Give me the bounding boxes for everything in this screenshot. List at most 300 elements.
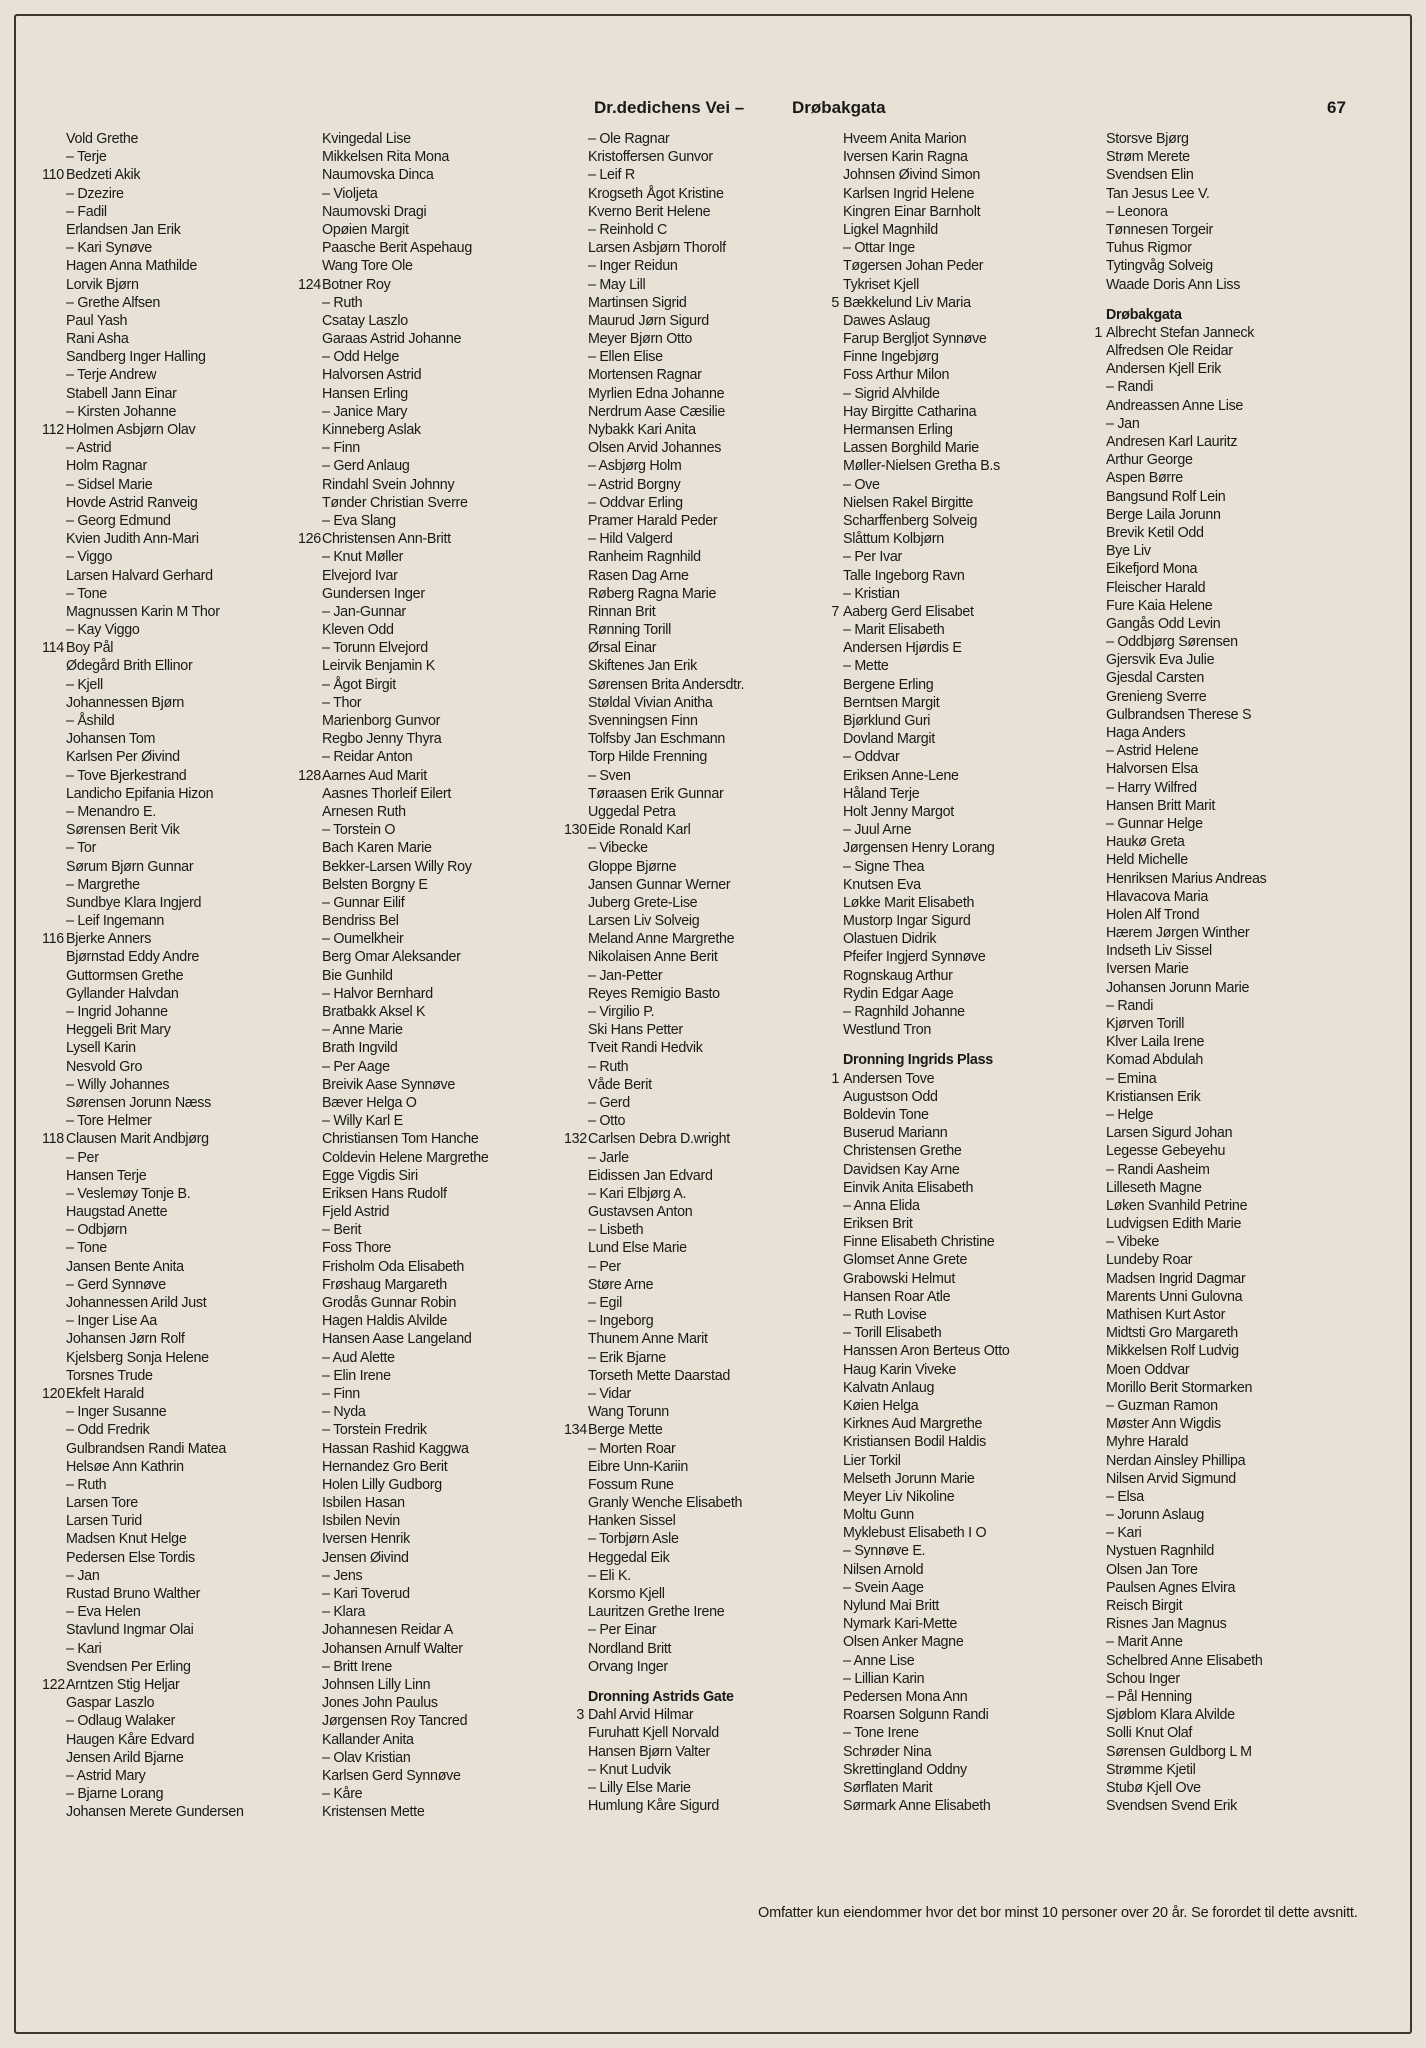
directory-entry xyxy=(843,1433,1093,1451)
resident-name: Torseth Mette Daarstad xyxy=(588,1367,730,1384)
resident-name: Myhre Harald xyxy=(1106,1434,1189,1451)
resident-name: – Tone Irene xyxy=(843,1725,919,1742)
directory-entry xyxy=(843,530,1093,548)
directory-entry xyxy=(66,1076,316,1094)
section-gap xyxy=(843,1039,1093,1051)
resident-name: – Juul Arne xyxy=(843,822,912,839)
directory-entry xyxy=(588,694,838,712)
resident-name: – Olav Kristian xyxy=(322,1749,411,1766)
resident-name: – Kari Elbjørg A. xyxy=(588,1185,687,1202)
resident-name: – Ågot Birgit xyxy=(322,676,396,693)
directory-entry xyxy=(66,694,316,712)
resident-name: Nerdrum Aase Cæsilie xyxy=(588,403,726,420)
resident-name: – Kirsten Johanne xyxy=(66,403,177,420)
directory-entry xyxy=(66,712,316,730)
directory-entry xyxy=(588,1440,838,1458)
resident-name: – Kari xyxy=(66,1640,102,1657)
directory-entry xyxy=(1106,1088,1356,1106)
directory-entry xyxy=(322,1640,572,1658)
resident-name: – Marit Elisabeth xyxy=(843,622,945,639)
resident-name: Tønder Christian Sverre xyxy=(322,494,468,511)
directory-entry xyxy=(588,494,838,512)
directory-entry xyxy=(1106,1670,1356,1688)
directory-entry xyxy=(843,1142,1093,1160)
directory-entry xyxy=(322,130,572,148)
resident-name: Johannessen Arild Just xyxy=(66,1295,207,1311)
resident-name: – Synnøve E. xyxy=(843,1543,926,1560)
resident-name: Fure Kaia Helene xyxy=(1106,597,1213,614)
resident-name: – Torill Elisabeth xyxy=(843,1325,942,1342)
resident-name: Nesvold Gro xyxy=(66,1058,143,1075)
directory-entry xyxy=(1106,1161,1356,1179)
resident-name: – Lisbeth xyxy=(588,1222,644,1239)
column-3 xyxy=(564,130,838,1815)
directory-entry xyxy=(1106,1015,1356,1033)
resident-name: Karlsen Ingrid Helene xyxy=(843,185,975,202)
resident-name: Hveem Anita Marion xyxy=(843,131,967,147)
resident-name: Carlsen Debra D.wright xyxy=(588,1131,730,1148)
resident-name: Larsen Tore xyxy=(66,1495,138,1512)
resident-name: Jørgensen Henry Lorang xyxy=(843,840,995,857)
directory-entry xyxy=(588,203,838,221)
street-heading xyxy=(1106,306,1356,324)
directory-entry xyxy=(843,1161,1093,1179)
resident-name: Sandberg Inger Halling xyxy=(66,349,206,366)
resident-name: Fossum Rune xyxy=(588,1476,674,1493)
resident-name: Sørensen Guldborg L M xyxy=(1106,1743,1252,1760)
directory-entry xyxy=(322,185,572,203)
directory-entry xyxy=(843,457,1093,475)
resident-name: Marents Unni Gulovna xyxy=(1106,1288,1243,1305)
directory-entry xyxy=(66,1112,316,1130)
house-number: 112 xyxy=(42,422,64,438)
directory-entry xyxy=(66,1421,316,1439)
resident-name: Marienborg Gunvor xyxy=(322,713,441,729)
resident-name: – Ellen Elise xyxy=(588,349,663,366)
directory-entry xyxy=(843,330,1093,348)
footnote: Omfatter kun eiendommer hvor det bor minst 10 personer over 20 år. Se forordet til dette avsnitt. xyxy=(758,1905,1358,1921)
directory-entry xyxy=(843,1088,1093,1106)
directory-entry xyxy=(66,803,316,821)
directory-entry xyxy=(588,421,838,439)
resident-name: Hassan Rashid Kaggwa xyxy=(322,1440,469,1457)
directory-entry xyxy=(588,1276,838,1294)
resident-name: – Eli K. xyxy=(588,1567,631,1584)
directory-entry xyxy=(588,1476,838,1494)
directory-entry xyxy=(1106,560,1356,578)
resident-name: – Ottar Inge xyxy=(843,240,915,257)
directory-entry xyxy=(1106,960,1356,978)
resident-name: Boy Pål xyxy=(66,640,114,657)
directory-entry xyxy=(1106,276,1356,294)
resident-name: – Lilly Else Marie xyxy=(588,1779,691,1796)
resident-name: Isbilen Nevin xyxy=(322,1513,400,1530)
directory-entry xyxy=(322,858,572,876)
resident-name: Boldevin Tone xyxy=(843,1106,929,1123)
directory-entry xyxy=(322,239,572,257)
directory-entry xyxy=(588,1003,838,1021)
directory-entry xyxy=(1106,924,1356,942)
directory-entry xyxy=(322,621,572,639)
resident-name: Berg Omar Aleksander xyxy=(322,949,461,966)
resident-name: Thunem Anne Marit xyxy=(588,1331,708,1348)
directory-entry xyxy=(588,876,838,894)
resident-name: Meyer Bjørn Otto xyxy=(588,331,693,348)
resident-name: Andersen Tove xyxy=(843,1070,935,1087)
directory-entry xyxy=(1106,1542,1356,1560)
resident-name: Furuhatt Kjell Norvald xyxy=(588,1725,719,1742)
resident-name: Halvorsen Elsa xyxy=(1106,761,1198,778)
directory-entry xyxy=(843,1233,1093,1251)
resident-name: Bangsund Rolf Lein xyxy=(1106,488,1226,505)
directory-entry xyxy=(322,366,572,384)
resident-name: – Willy Karl E xyxy=(322,1113,403,1130)
directory-entry xyxy=(66,1330,316,1348)
resident-name: Sørum Bjørn Gunnar xyxy=(66,858,194,875)
directory-entry xyxy=(588,1258,838,1276)
resident-name: – Jorunn Aslaug xyxy=(1106,1507,1205,1524)
resident-name: Svenningsen Finn xyxy=(588,713,698,729)
resident-name: Køien Helga xyxy=(843,1397,919,1414)
resident-name: Jones John Paulus xyxy=(322,1695,438,1712)
resident-name: Larsen Turid xyxy=(66,1513,142,1530)
resident-name: – Violjeta xyxy=(322,185,378,202)
resident-name: – Åshild xyxy=(66,713,115,729)
resident-name: – Torunn Elvejord xyxy=(322,640,428,657)
directory-entry xyxy=(322,676,572,694)
resident-name: Pramer Harald Peder xyxy=(588,512,718,529)
resident-name: Johannessen Bjørn xyxy=(66,694,185,711)
resident-name: – Janice Mary xyxy=(322,403,408,420)
directory-entry xyxy=(322,1621,572,1639)
directory-entry xyxy=(843,348,1093,366)
resident-name: Johansen Merete Gundersen xyxy=(66,1804,244,1821)
resident-name: Johannesen Reidar A xyxy=(322,1622,454,1639)
directory-entry xyxy=(322,1731,572,1749)
resident-name: – Gerd Synnøve xyxy=(66,1276,166,1293)
directory-entry xyxy=(322,1185,572,1203)
resident-name: Bækkelund Liv Maria xyxy=(843,294,971,311)
resident-name: Wang Tore Ole xyxy=(322,258,413,275)
resident-name: Kirknes Aud Margrethe xyxy=(843,1416,983,1433)
resident-name: – Nyda xyxy=(322,1404,366,1421)
directory-entry xyxy=(1106,1106,1356,1124)
resident-name: – Helge xyxy=(1106,1106,1154,1123)
directory-entry xyxy=(1106,542,1356,560)
resident-name: Holen Lilly Gudborg xyxy=(322,1476,442,1493)
directory-entry xyxy=(322,439,572,457)
directory-entry xyxy=(66,1694,316,1712)
resident-name: Hermansen Erling xyxy=(843,422,953,438)
resident-name: Nymark Kari-Mette xyxy=(843,1616,958,1633)
resident-name: Indseth Liv Sissel xyxy=(1106,943,1212,960)
resident-name: Johnsen Lilly Linn xyxy=(322,1676,431,1693)
directory-entry xyxy=(843,148,1093,166)
directory-entry xyxy=(1106,742,1356,760)
directory-entry xyxy=(1106,1615,1356,1633)
resident-name: Eriksen Anne-Lene xyxy=(843,767,959,784)
directory-entry xyxy=(298,530,572,548)
resident-name: – Jarle xyxy=(588,1149,629,1166)
resident-name: – Per xyxy=(66,1149,99,1166)
resident-name: – Knut Ludvik xyxy=(588,1761,671,1778)
directory-entry xyxy=(588,948,838,966)
directory-entry xyxy=(66,1167,316,1185)
directory-entry xyxy=(1106,615,1356,633)
directory-entry xyxy=(588,385,838,403)
resident-name: Bæver Helga O xyxy=(322,1094,417,1111)
resident-name: Berge Laila Jorunn xyxy=(1106,506,1221,523)
directory-entry xyxy=(588,1603,838,1621)
directory-entry xyxy=(843,1452,1093,1470)
directory-entry xyxy=(588,1167,838,1185)
directory-entry xyxy=(66,457,316,475)
directory-entry xyxy=(588,1349,838,1367)
directory-entry xyxy=(1106,506,1356,524)
directory-entry xyxy=(66,1785,316,1803)
resident-name: – Jens xyxy=(322,1567,363,1584)
resident-name: Larsen Liv Solveig xyxy=(588,913,700,930)
resident-name: Karlsen Per Øivind xyxy=(66,749,180,766)
resident-name: Eriksen Hans Rudolf xyxy=(322,1185,447,1202)
resident-name: – Anne Marie xyxy=(322,1022,403,1039)
resident-name: – Sigrid Alvhilde xyxy=(843,385,940,402)
directory-entry xyxy=(1106,1452,1356,1470)
directory-entry xyxy=(588,894,838,912)
directory-entry xyxy=(322,548,572,566)
directory-entry xyxy=(298,767,572,785)
directory-entry xyxy=(588,1621,838,1639)
directory-entry xyxy=(588,185,838,203)
resident-name: – Tor xyxy=(66,840,97,857)
resident-name: Gjersvik Eva Julie xyxy=(1106,652,1215,669)
resident-name: – Mette xyxy=(843,658,889,675)
directory-entry xyxy=(588,148,838,166)
directory-entry xyxy=(588,603,838,621)
resident-name: Løkke Marit Elisabeth xyxy=(843,894,975,911)
directory-entry xyxy=(1106,942,1356,960)
directory-entry xyxy=(588,1779,838,1797)
page-number: 67 xyxy=(1327,98,1346,117)
resident-name: Granly Wenche Elisabeth xyxy=(588,1495,743,1512)
directory-entry xyxy=(843,1615,1093,1633)
resident-name: – Berit xyxy=(322,1222,362,1239)
resident-name: – Terje Andrew xyxy=(66,367,157,384)
resident-name: Rindahl Svein Johnny xyxy=(322,476,455,493)
directory-entry xyxy=(66,1312,316,1330)
resident-name: Kristoffersen Gunvor xyxy=(588,149,713,166)
resident-name: – Kay Viggo xyxy=(66,622,140,639)
resident-name: – Tone xyxy=(66,585,107,602)
resident-name: – Randi xyxy=(1106,379,1154,396)
directory-entry xyxy=(1106,1070,1356,1088)
directory-entry xyxy=(843,1561,1093,1579)
directory-entry xyxy=(322,785,572,803)
resident-name: Maurud Jørn Sigurd xyxy=(588,312,709,329)
resident-name: Hansen Bjørn Valter xyxy=(588,1743,710,1760)
directory-entry xyxy=(322,803,572,821)
resident-name: Reyes Remigio Basto xyxy=(588,985,720,1002)
header-street-from: Dr.dedichens Vei – xyxy=(594,98,745,117)
resident-name: – Emina xyxy=(1106,1070,1157,1087)
directory-entry xyxy=(1106,1524,1356,1542)
directory-entry xyxy=(588,858,838,876)
directory-entry xyxy=(322,1785,572,1803)
directory-entry xyxy=(588,839,838,857)
directory-entry xyxy=(42,166,316,184)
directory-entry xyxy=(1106,997,1356,1015)
directory-entry xyxy=(843,257,1093,275)
resident-name: – Kari xyxy=(1106,1525,1142,1542)
resident-name: – Per Aage xyxy=(322,1058,390,1075)
resident-name: Knutsen Eva xyxy=(843,876,921,893)
directory-entry xyxy=(322,1767,572,1785)
house-number: 1 xyxy=(831,1070,839,1087)
directory-entry xyxy=(322,1385,572,1403)
resident-name: Breivik Aase Synnøve xyxy=(322,1076,456,1093)
directory-entry xyxy=(588,1367,838,1385)
resident-name: Gjesdal Carsten xyxy=(1106,670,1205,687)
resident-name: – Oddvar xyxy=(843,749,900,766)
directory-entry xyxy=(322,1276,572,1294)
resident-name: Korsmo Kjell xyxy=(588,1586,665,1602)
resident-name: Isbilen Hasan xyxy=(322,1495,405,1512)
directory-entry xyxy=(66,657,316,675)
resident-name: – Per Ivar xyxy=(843,549,902,566)
resident-name: Gaspar Laszlo xyxy=(66,1695,155,1712)
resident-name: – Margrethe xyxy=(66,876,140,893)
directory-entry xyxy=(1106,130,1356,148)
directory-entry xyxy=(322,1039,572,1057)
directory-entry xyxy=(843,1724,1093,1742)
directory-entry xyxy=(588,912,838,930)
resident-name: Hansen Terje xyxy=(66,1167,147,1184)
directory-entry xyxy=(588,1112,838,1130)
resident-name: – Kjell xyxy=(66,676,103,693)
directory-entry xyxy=(322,567,572,585)
resident-name: – Gunnar Eilif xyxy=(322,894,405,911)
resident-name: Kristiansen Bodil Haldis xyxy=(843,1434,986,1451)
directory-entry xyxy=(322,821,572,839)
resident-name: Coldevin Helene Margrethe xyxy=(322,1149,489,1166)
resident-name: Ligkel Magnhild xyxy=(843,221,938,238)
directory-entry xyxy=(843,1124,1093,1142)
resident-name: – Thor xyxy=(322,694,362,711)
resident-name: Farup Bergljot Synnøve xyxy=(843,331,987,348)
directory-entry xyxy=(322,1021,572,1039)
resident-name: Sjøblom Klara Alvilde xyxy=(1106,1707,1235,1724)
directory-entry xyxy=(322,1494,572,1512)
resident-name: Bergene Erling xyxy=(843,676,934,693)
resident-name: Wang Torunn xyxy=(588,1404,669,1421)
resident-name: Tøgersen Johan Peder xyxy=(843,258,984,275)
directory-entry xyxy=(1106,451,1356,469)
directory-entry xyxy=(588,130,838,148)
resident-name: Lassen Borghild Marie xyxy=(843,440,979,457)
resident-name: – Finn xyxy=(322,440,360,457)
directory-entry xyxy=(1106,166,1356,184)
resident-name: – Elsa xyxy=(1106,1488,1144,1505)
resident-name: Løken Svanhild Petrine xyxy=(1106,1197,1248,1214)
resident-name: Bach Karen Marie xyxy=(322,840,432,857)
resident-name: – Jan xyxy=(1106,415,1140,432)
directory-entry xyxy=(1106,851,1356,869)
directory-entry xyxy=(588,1512,838,1530)
resident-name: Hansen Britt Marit xyxy=(1106,797,1216,814)
resident-name: – Odd Helge xyxy=(322,349,399,366)
directory-entry xyxy=(1106,724,1356,742)
directory-entry xyxy=(588,548,838,566)
resident-name: Madsen Ingrid Dagmar xyxy=(1106,1270,1246,1287)
directory-entry xyxy=(588,785,838,803)
resident-name: Lysell Karin xyxy=(66,1040,136,1057)
directory-entry xyxy=(322,1530,572,1548)
directory-entry xyxy=(1106,815,1356,833)
directory-entry xyxy=(843,203,1093,221)
directory-entry xyxy=(843,821,1093,839)
resident-name: Rani Asha xyxy=(66,331,129,348)
directory-entry xyxy=(843,876,1093,894)
directory-entry xyxy=(1106,1597,1356,1615)
resident-name: – Reidar Anton xyxy=(322,749,413,766)
directory-entry xyxy=(843,548,1093,566)
resident-name: Dovland Margit xyxy=(843,731,935,748)
resident-name: Johansen Jorunn Marie xyxy=(1106,979,1250,996)
resident-name: – Gerd Anlaug xyxy=(322,458,410,475)
directory-entry xyxy=(843,712,1093,730)
street-heading xyxy=(843,1051,1093,1069)
directory-entry xyxy=(322,1403,572,1421)
resident-name: – Ove xyxy=(843,476,880,493)
resident-name: Gulbrandsen Therese S xyxy=(1106,706,1252,723)
directory-entry xyxy=(66,366,316,384)
resident-name: Bjørnstad Eddy Andre xyxy=(66,949,200,966)
resident-name: Olsen Anker Magne xyxy=(843,1634,964,1651)
directory-entry xyxy=(66,1039,316,1057)
column-1 xyxy=(42,130,321,1821)
directory-entry xyxy=(1106,888,1356,906)
resident-name: Kverno Berit Helene xyxy=(588,203,711,220)
directory-entry xyxy=(322,421,572,439)
directory-entry xyxy=(322,1658,572,1676)
directory-entry xyxy=(66,1567,316,1585)
section-gap xyxy=(588,1676,838,1688)
directory-entry xyxy=(322,1330,572,1348)
resident-name: – Fadil xyxy=(66,203,107,220)
directory-entry xyxy=(1106,1743,1356,1761)
directory-entry xyxy=(588,1640,838,1658)
directory-entry xyxy=(576,1706,838,1724)
directory-entry xyxy=(843,785,1093,803)
resident-name: Gulbrandsen Randi Matea xyxy=(66,1440,226,1457)
resident-name: Holen Alf Trond xyxy=(1106,906,1200,923)
directory-entry xyxy=(1106,688,1356,706)
directory-entry xyxy=(588,1585,838,1603)
resident-name: – Gunnar Helge xyxy=(1106,815,1203,832)
resident-name: Melseth Jorunn Marie xyxy=(843,1470,975,1487)
directory-entry xyxy=(843,1652,1093,1670)
directory-entry xyxy=(588,312,838,330)
directory-entry xyxy=(1094,324,1356,342)
directory-entry xyxy=(588,1385,838,1403)
directory-entry xyxy=(322,348,572,366)
directory-entry xyxy=(66,385,316,403)
resident-name: – Ruth xyxy=(588,1058,629,1075)
resident-name: Rustad Bruno Walther xyxy=(66,1586,201,1602)
directory-entry xyxy=(588,1312,838,1330)
resident-name: Lilleseth Magne xyxy=(1106,1179,1202,1196)
house-number: 120 xyxy=(42,1385,65,1402)
